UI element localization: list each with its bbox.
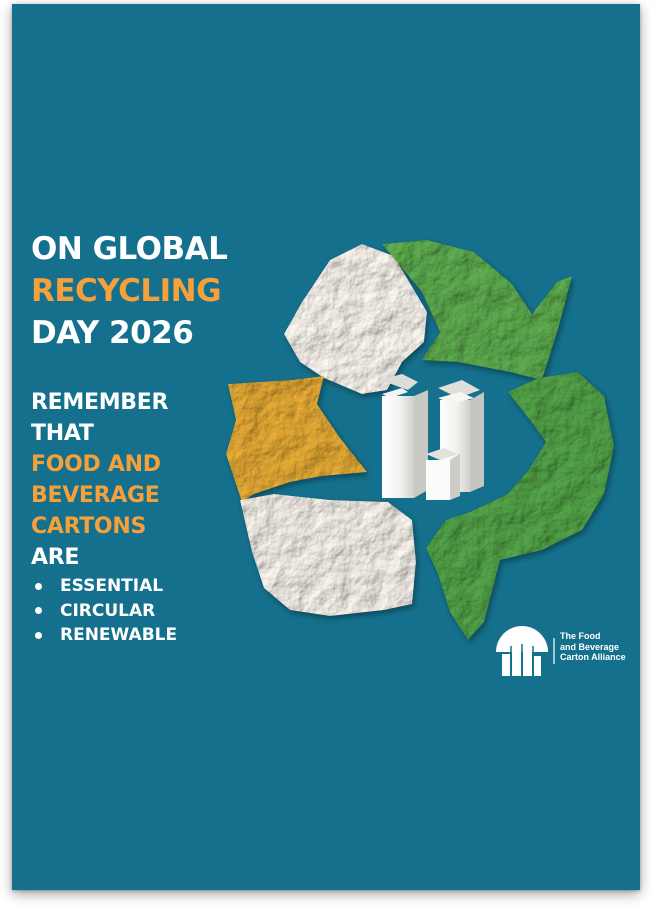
message-line-3: FOOD AND	[31, 452, 161, 477]
message-line-2: THAT	[31, 421, 94, 446]
bullet-dot-icon	[35, 607, 42, 614]
list-item: CIRCULAR	[35, 599, 177, 624]
bullet-dot-icon	[35, 632, 42, 639]
message-line-1: REMEMBER	[31, 390, 169, 415]
headline-line-1: ON GLOBAL	[31, 231, 228, 267]
message-line-4: BEVERAGE	[31, 483, 160, 508]
alliance-logo-text: The Food and Beverage Carton Alliance	[560, 631, 626, 662]
list-item: ESSENTIAL	[35, 574, 177, 599]
message-line-6: ARE	[31, 545, 80, 570]
headline	[31, 228, 227, 354]
message-line-5: CARTONS	[31, 514, 146, 539]
poster	[12, 4, 640, 890]
message	[31, 387, 168, 573]
paper-white-bottom	[240, 494, 416, 616]
list-item: RENEWABLE	[35, 623, 177, 648]
paper-orange-left	[226, 376, 367, 502]
recycling-symbol-icon	[212, 232, 622, 652]
headline-line-3: DAY 2026	[31, 315, 194, 351]
cartons-icon	[380, 374, 484, 500]
bullet-dot-icon	[35, 583, 42, 590]
headline-line-2: RECYCLING	[31, 273, 222, 309]
bullet-list	[35, 574, 177, 648]
